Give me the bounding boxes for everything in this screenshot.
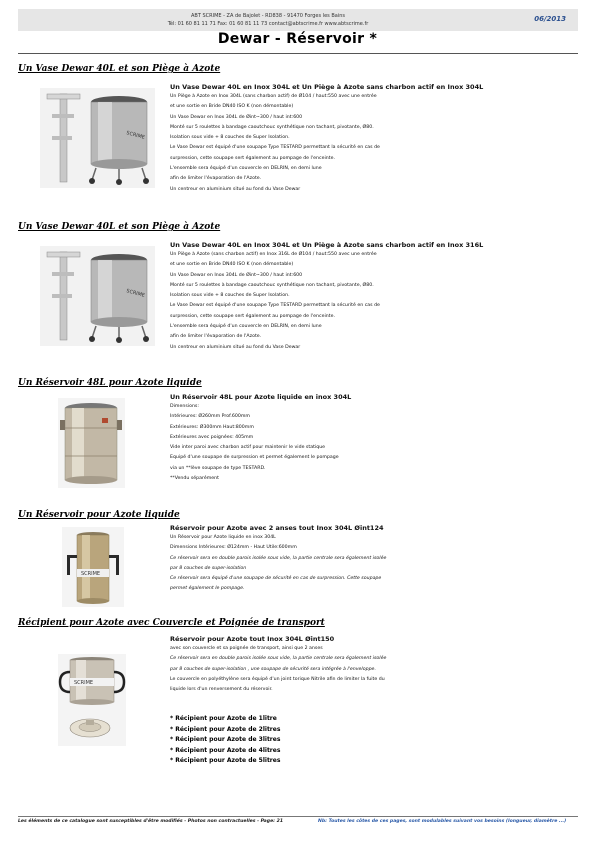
section-heading-2: Un Vase Dewar 40L et son Piège à Azote: [18, 222, 221, 232]
spec-line: Vide inter paroi avec charbon actif pour maintenir le vide statique: [170, 445, 326, 451]
spec-line: surpression, cette soupape sert également au pompage de l'enceinte.: [170, 155, 335, 161]
section-heading-4: Un Réservoir pour Azote liquide: [18, 510, 180, 520]
header-bar: [18, 9, 578, 31]
spec-line: Monté sur 5 roulettes à bandage caoutchouc synthétique non tachant, pivotante, Ø80.: [170, 282, 374, 288]
spec-line: Isolation sous vide + 8 couches de Super Isolation.: [170, 293, 290, 299]
reservoir-48l-photo: [58, 398, 125, 488]
spec-line: Isolation sous vide + 8 couches de Super Isolation.: [170, 135, 290, 141]
spec-line: Equipé d'une soupape de surpression et permet également le pompage: [170, 455, 339, 461]
spec-line: et une sortie en Bride DN40 ISO K (non démontable): [170, 104, 294, 110]
section-body-1: [170, 82, 560, 195]
reservoir-two-handles-photo: [62, 527, 124, 607]
section-heading-5: Récipient pour Azote avec Couvercle et Poignée de transport: [18, 618, 325, 628]
spec-line: par 8 couches de super-isolation , une soupape de sécurité sera intégrée à l'enveloppe.: [170, 666, 376, 672]
section-body-5: [170, 634, 560, 695]
spec-line: Le Vase Dewar est équipé d'une soupape Type TESTARD permettant la sécurité en cas de: [170, 303, 380, 309]
list-item: * Récipient pour Azote de 5litres: [170, 757, 281, 765]
spec-line: Un Vase Dewar en Inox 304L de Øint~300 / haut int:600: [170, 272, 303, 278]
spec-line: Le Vase Dewar est équipé d'une soupape Type TESTARD permettant la sécurité en cas de: [170, 145, 380, 151]
spec-line: Un Réservoir pour Azote liquide en inox 304L: [170, 535, 276, 540]
scrime-logo-text: SCRIME: [81, 571, 101, 577]
spec-line: permet également le pompage.: [170, 586, 245, 592]
list-item: * Récipient pour Azote de 2litres: [170, 725, 281, 733]
section-heading-3: Un Réservoir 48L pour Azote liquide: [18, 378, 202, 388]
spec-line: et une sortie en Bride DN40 ISO K (non démontable): [170, 262, 294, 268]
spec-line: surpression, cette soupape sert également au pompage de l'enceinte.: [170, 313, 335, 319]
dewar-and-trap-photo-2: [40, 246, 155, 346]
scrime-logo-text: SCRIME: [74, 680, 94, 686]
scrime-logo-text: SCRIME: [125, 288, 146, 299]
dewar-and-trap-photo-1: [40, 88, 155, 188]
spec-line: Ce réservoir sera en double parois isolée sous vide, la partie centrale sera également isolée: [170, 656, 387, 662]
spec-line: par 8 couches de super-isolation: [170, 565, 247, 571]
spec-line: **Vendu séparément: [170, 476, 219, 482]
spec-line: afin de limiter l'évaporation de l'Azote.: [170, 334, 262, 340]
footer-note: Nb: Toutes les côtes de ces pages, sont modulables suivant vos besoins (longueur, diamètre ...): [318, 819, 567, 824]
section-body-3: [170, 392, 560, 484]
section-body-4: [170, 523, 560, 595]
spec-line: Le couvercle en polyéthylène sera équipé d'un joint torique Nitrile afin de limiter la fuite du: [170, 676, 385, 682]
spec-line: Un centreur en aluminium situé au fond du Vase Dewar: [170, 186, 301, 192]
spec-line: Un centreur en aluminium situé au fond du Vase Dewar: [170, 344, 301, 350]
spec-line: liquide lors d'un renversement du réservoir.: [170, 687, 273, 693]
header-company-line: ABT SCRIME - ZA de Bajolet - RD838 - 91470 Forges les Bains: [190, 13, 346, 19]
spec-line: Intérieures: Ø260mm Prof.600mm: [170, 414, 250, 420]
list-item: * Récipient pour Azote de 1litre: [170, 715, 277, 722]
footer-disclaimer: Les éléments de ce catalogue sont susceptibles d'être modifiés - Photos non contractuelles - Page: 21: [18, 819, 284, 824]
header-date: 06/2013: [534, 15, 566, 23]
product-title-2: Un Vase Dewar 40L en Inox 304L et Un Piège à Azote sans charbon actif en Inox 316L: [170, 241, 484, 249]
spec-line: via un **lève soupape de type TESTARD.: [170, 465, 266, 471]
header-address: [18, 12, 518, 28]
spec-line: Monté sur 5 roulettes à bandage caoutchouc synthétique non tachant, pivotante, Ø80.: [170, 124, 374, 130]
product-title-1: Un Vase Dewar 40L en Inox 304L et Un Piège à Azote sans charbon actif en Inox 304L: [170, 83, 484, 91]
spec-line: Un Vase Dewar en Inox 304L de Øint~300 / haut int:600: [170, 114, 303, 120]
spec-line: L'ensemble sera équipé d'un couvercle en DELRIN, en demi lune: [170, 324, 322, 330]
product-title-4: Réservoir pour Azote avec 2 anses tout Inox 304L Øint124: [170, 524, 384, 532]
section-heading-1: Un Vase Dewar 40L et son Piège à Azote: [18, 64, 221, 74]
spec-line: Dimensions:: [170, 404, 199, 409]
header-contact-line: Tél: 01 60 81 11 71 Fax: 01 60 81 11 73 contact@abtscrime.fr www.abtscrime.fr: [167, 21, 369, 27]
spec-line: Un Piège à Azote (sans charbon actif) en Inox 316L de Ø104 / haut:550 avec une entrée: [170, 252, 377, 257]
spec-line: afin de limiter l'évaporation de l'Azote.: [170, 176, 262, 182]
container-with-lid-photo: [58, 654, 126, 746]
spec-line: Ce réservoir sera équipé d'une soupape de sécurité en cas de surpression. Cette soupape: [170, 576, 382, 582]
section-body-2: [170, 240, 560, 353]
container-size-list: [170, 714, 280, 767]
spec-line: Un Piège à Azote en Inox 304L (sans charbon actif) de Ø104 / haut:550 avec une entrée: [170, 94, 377, 99]
product-title-5: Réservoir pour Azote tout Inox 304L Øint150: [170, 635, 335, 643]
list-item: * Récipient pour Azote de 4litres: [170, 746, 281, 754]
spec-line: avec son couvercle et sa poignée de transport, ainsi que 2 anses: [170, 646, 323, 651]
scrime-logo-text: SCRIME: [125, 130, 146, 141]
spec-line: Dimensions Intérieures: Ø124mm - Haut Utile:600mm: [170, 545, 297, 551]
list-item: * Récipient pour Azote de 3litres: [170, 736, 281, 744]
page-title: Dewar - Réservoir *: [217, 31, 378, 47]
spec-line: Extérieures avec poignées: 405mm: [170, 434, 254, 440]
spec-line: Ce réservoir sera en double parois isolée sous vide, la partie centrale sera également isolée: [170, 555, 387, 561]
title-divider: [18, 53, 578, 54]
spec-line: L'ensemble sera équipé d'un couvercle en DELRIN, en demi lune: [170, 166, 322, 172]
product-title-3: Un Réservoir 48L pour Azote liquide en inox 304L: [170, 393, 352, 401]
footer-divider: [18, 816, 578, 817]
spec-line: Extérieures: Ø300mm Haut:800mm: [170, 424, 254, 430]
